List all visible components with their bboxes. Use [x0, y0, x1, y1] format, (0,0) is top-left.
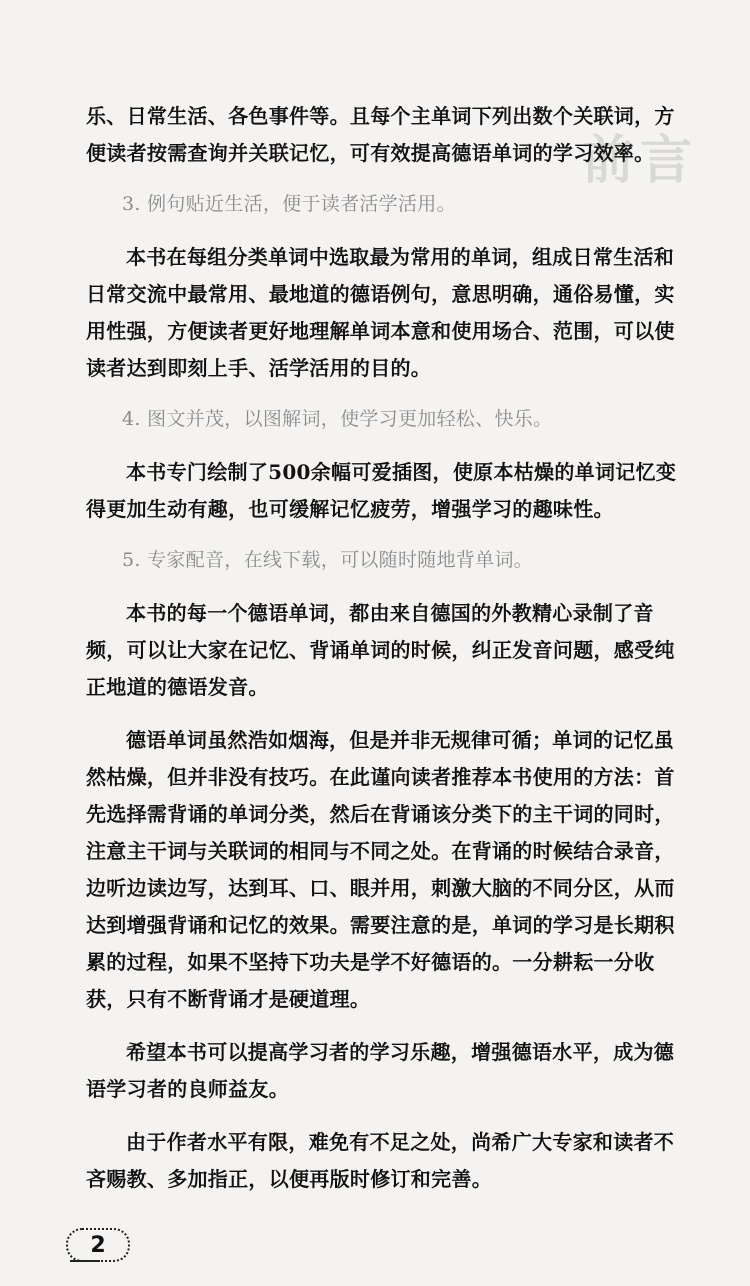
point-4-body: 本书专门绘制了500余幅可爱插图，使原本枯燥的单词记忆变得更加生动有趣，也可缓解记忆疲劳，增强学习的趣味性。	[86, 460, 677, 521]
point-5-heading: 5. 专家配音，在线下载，可以随时随地背单词。	[122, 549, 534, 571]
point-3-body: 本书在每组分类单词中选取最为常用的单词，组成日常生活和日常交流中最常用、最地道的德语例句，意思明确，通俗易懂，实用性强，方便读者更好地理解单词本意和使用场合、范围，可以使读者达到即刻上手、活学活用的目的。	[86, 245, 675, 380]
page-number: 2	[66, 1228, 130, 1262]
closing-paragraph: 由于作者水平有限，难免有不足之处，尚希广大专家和读者不吝赐教、多加指正，以便再版时修订和完善。	[86, 1130, 675, 1191]
paragraph-continuation: 乐、日常生活、各色事件等。且每个主单词下列出数个关联词，方便读者按需查询并关联记忆，可有效提高德语单词的学习效率。	[86, 104, 675, 165]
page-number-underline	[70, 1260, 100, 1262]
point-5-body: 本书的每一个德语单词，都由来自德国的外教精心录制了音频，可以让大家在记忆、背诵单词的时候，纠正发音问题，感受纯正地道的德语发音。	[86, 601, 675, 699]
wish-paragraph: 希望本书可以提高学习者的学习乐趣，增强德语水平，成为德语学习者的良师益友。	[86, 1040, 675, 1101]
point-3-heading: 3. 例句贴近生活，便于读者活学活用。	[122, 193, 456, 215]
method-paragraph: 德语单词虽然浩如烟海，但是并非无规律可循；单词的记忆虽然枯燥，但并非没有技巧。在此谨向读者推荐本书使用的方法：首先选择需背诵的单词分类，然后在背诵该分类下的主干词的同时，注意主干词与关联词的相同与不同之处。在背诵的时候结合录音，边听边读边写，达到耳、口、眼并用，刺激大脑的不同分区，从而达到增强背诵和记忆的效果。需要注意的是，单词的学习是长期积累的过程，如果不坚持下功夫是学不好德语的。一分耕耘一分收获，只有不断背诵才是硬道理。	[86, 728, 675, 1011]
page-text	[86, 98, 686, 1198]
bleed-through-mark: 前言	[581, 130, 698, 191]
point-4-heading: 4. 图文并茂，以图解词，使学习更加轻松、快乐。	[122, 408, 553, 430]
